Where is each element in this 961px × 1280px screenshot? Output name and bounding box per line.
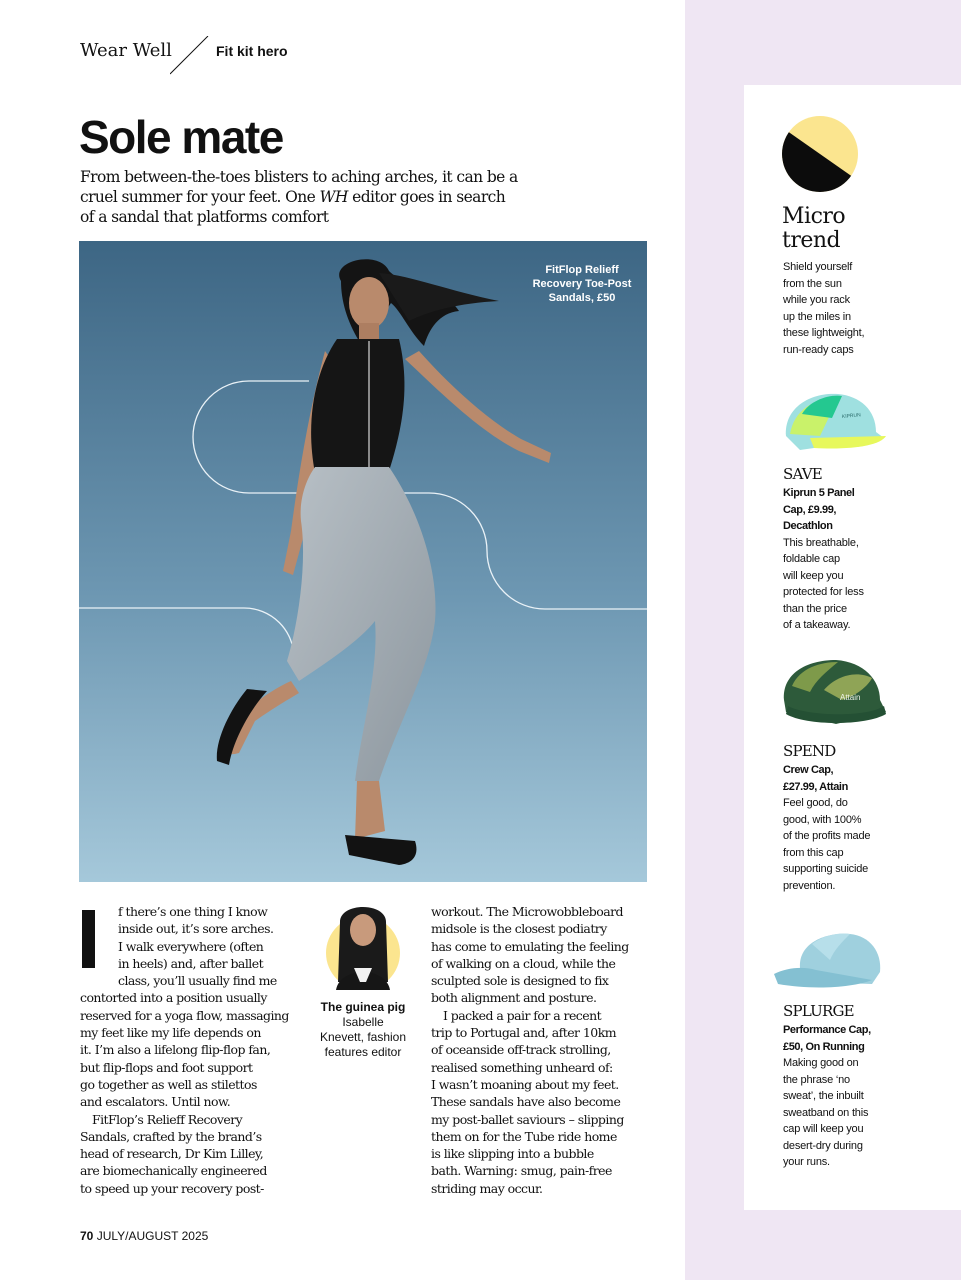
intro-line: while you rack (783, 294, 850, 306)
cap-name: Cap, £9.99, (783, 503, 837, 516)
body-line: my feet like my life depends on (80, 1025, 261, 1041)
guinea-pig-label: The guinea pig (320, 1000, 406, 1014)
hero-photo (79, 241, 647, 882)
body-line: Sandals, crafted by the brand’s (80, 1128, 262, 1144)
body-column-1 (80, 903, 298, 1197)
intro-line: Shield yourself (783, 261, 853, 273)
cap-description: supporting suicide (783, 863, 869, 875)
guinea-pig-credit (305, 1000, 421, 1060)
body-line: bath. Warning: smug, pain-free (431, 1163, 612, 1179)
body-line: inside out, it’s sore arches. (118, 921, 274, 937)
attain-cap-image (776, 656, 888, 726)
cap-description: of the profits made (783, 830, 871, 842)
body-line: class, you’ll usually find me (118, 973, 277, 989)
cap-name: Performance Cap, (783, 1024, 871, 1036)
body-line: my post-ballet saviours – slipping (431, 1111, 624, 1127)
cap-name: Kiprun 5 Panel (783, 487, 855, 499)
body-line: I wasn’t moaning about my feet. (431, 1076, 619, 1092)
cap-name: £50, On Running (783, 1040, 865, 1053)
body-line: to speed up your recovery post- (80, 1180, 264, 1196)
body-line: of oceanside off-track strolling, (431, 1042, 611, 1058)
page-footer (80, 1229, 208, 1243)
body-line: but flip-flops and foot support (80, 1059, 253, 1075)
cap-tier-label: SPLURGE (783, 1002, 854, 1020)
cap-spend (783, 742, 895, 894)
body-line: workout. The Microwobbleboard (431, 904, 624, 919)
attain-logo: Attain (840, 693, 861, 702)
intro-line: from the sun (783, 277, 842, 290)
page-number: 70 (80, 1229, 94, 1243)
body-line: and escalators. Until now. (80, 1094, 231, 1110)
cap-name: £27.99, Attain (783, 780, 848, 793)
intro-line: up the miles in (783, 310, 851, 323)
photo-caption: FitFlop Relieff Recovery Toe-Post Sandals, £50 (532, 264, 632, 304)
cap-name: Crew Cap, (783, 764, 834, 776)
article-standfirst (80, 167, 520, 227)
divider-slash (170, 36, 210, 76)
body-line: in heels) and, after ballet (118, 955, 264, 971)
intro-line: these lightweight, (783, 327, 865, 339)
micro-trend-intro (783, 259, 893, 358)
guinea-pig-name: Knevett, fashion (319, 1030, 407, 1044)
body-line: of walking on a cloud, while the (431, 955, 616, 971)
cap-description: This breathable, (783, 536, 859, 549)
intro-line: run-ready caps (783, 343, 854, 356)
cap-description: desert-dry during (783, 1139, 863, 1152)
cap-description: good, with 100% (783, 813, 862, 826)
cap-description: foldable cap (783, 553, 840, 565)
issue-date: JULY/AUGUST 2025 (96, 1229, 209, 1243)
cap-name: Decathlon (783, 520, 833, 532)
cap-description: Making good on (783, 1057, 859, 1069)
body-line: midsole is the closest podiatry (431, 921, 607, 937)
article-title: Sole mate (79, 111, 283, 163)
cap-description: sweat’, the inbuilt (783, 1090, 864, 1102)
guinea-pig-name: features editor (324, 1045, 402, 1059)
micro-trend-icon (782, 116, 858, 192)
cap-description: of a takeaway. (783, 619, 851, 631)
cap-tier-label: SAVE (783, 465, 822, 483)
cap-description: the phrase ‘no (783, 1073, 850, 1086)
body-line: go together as well as stilettos (80, 1076, 257, 1092)
body-line: realised something unheard of: (431, 1059, 613, 1075)
cap-description: from this cap (783, 846, 844, 859)
body-line: I walk everywhere (often (118, 938, 264, 954)
body-line: head of research, Dr Kim Lilley, (80, 1146, 264, 1162)
body-line: them on for the Tube ride home (431, 1128, 617, 1144)
cap-description: cap will keep you (783, 1123, 864, 1135)
kiprun-logo: KIPRUN (841, 412, 862, 420)
cap-tier-label: SPEND (783, 742, 836, 760)
body-line: striding may occur. (431, 1180, 543, 1196)
body-line: are biomechanically engineered (80, 1163, 267, 1179)
cap-description: prevention. (783, 879, 836, 892)
standfirst-text-end: editor goes in search of a sandal that platforms comfort (80, 188, 506, 226)
cap-description: protected for less (783, 586, 864, 598)
cap-description: will keep you (783, 569, 844, 582)
micro-trend-title-line: Micro (782, 204, 846, 229)
body-line: These sandals have also become (431, 1094, 621, 1110)
micro-trend-title (782, 205, 902, 253)
standfirst-text: From between-the-toes blisters to aching arches, it can be a cruel summer for your feet. One (80, 168, 518, 206)
body-line: it. I’m also a lifelong flip-flop fan, (80, 1042, 271, 1058)
guinea-pig-avatar (326, 902, 400, 990)
cap-description: Feel good, do (783, 797, 848, 809)
section-title: Wear Well (80, 40, 172, 61)
model-illustration (79, 241, 647, 882)
body-line: contorted into a position usually (80, 990, 267, 1006)
standfirst-italic: WH (319, 188, 348, 206)
body-line: both alignment and posture. (431, 990, 597, 1006)
subsection-title: Fit kit hero (216, 43, 288, 59)
body-line: I packed a pair for a recent (431, 1007, 602, 1023)
body-line: reserved for a yoga flow, massaging (80, 1007, 289, 1023)
body-line: f there’s one thing I know (118, 904, 268, 919)
cap-save (783, 465, 895, 634)
body-line: sculpted sole is designed to fix (431, 973, 609, 989)
body-line: is like slipping into a bubble (431, 1146, 594, 1162)
body-line: FitFlop’s Relieff Recovery (80, 1111, 243, 1127)
cap-description: than the price (783, 602, 847, 615)
cap-description: your runs. (783, 1156, 830, 1168)
guinea-pig-name: Isabelle (342, 1015, 384, 1029)
body-line: has come to emulating the feeling (431, 938, 629, 954)
cap-splurge (783, 1002, 895, 1171)
cap-description: sweatband on this (783, 1106, 869, 1119)
body-column-2 (431, 903, 647, 1197)
kiprun-cap-image (780, 388, 888, 454)
micro-trend-title-line: trend (782, 228, 841, 253)
body-line: trip to Portugal and, after 10km (431, 1025, 617, 1041)
on-running-cap-image (772, 928, 884, 994)
